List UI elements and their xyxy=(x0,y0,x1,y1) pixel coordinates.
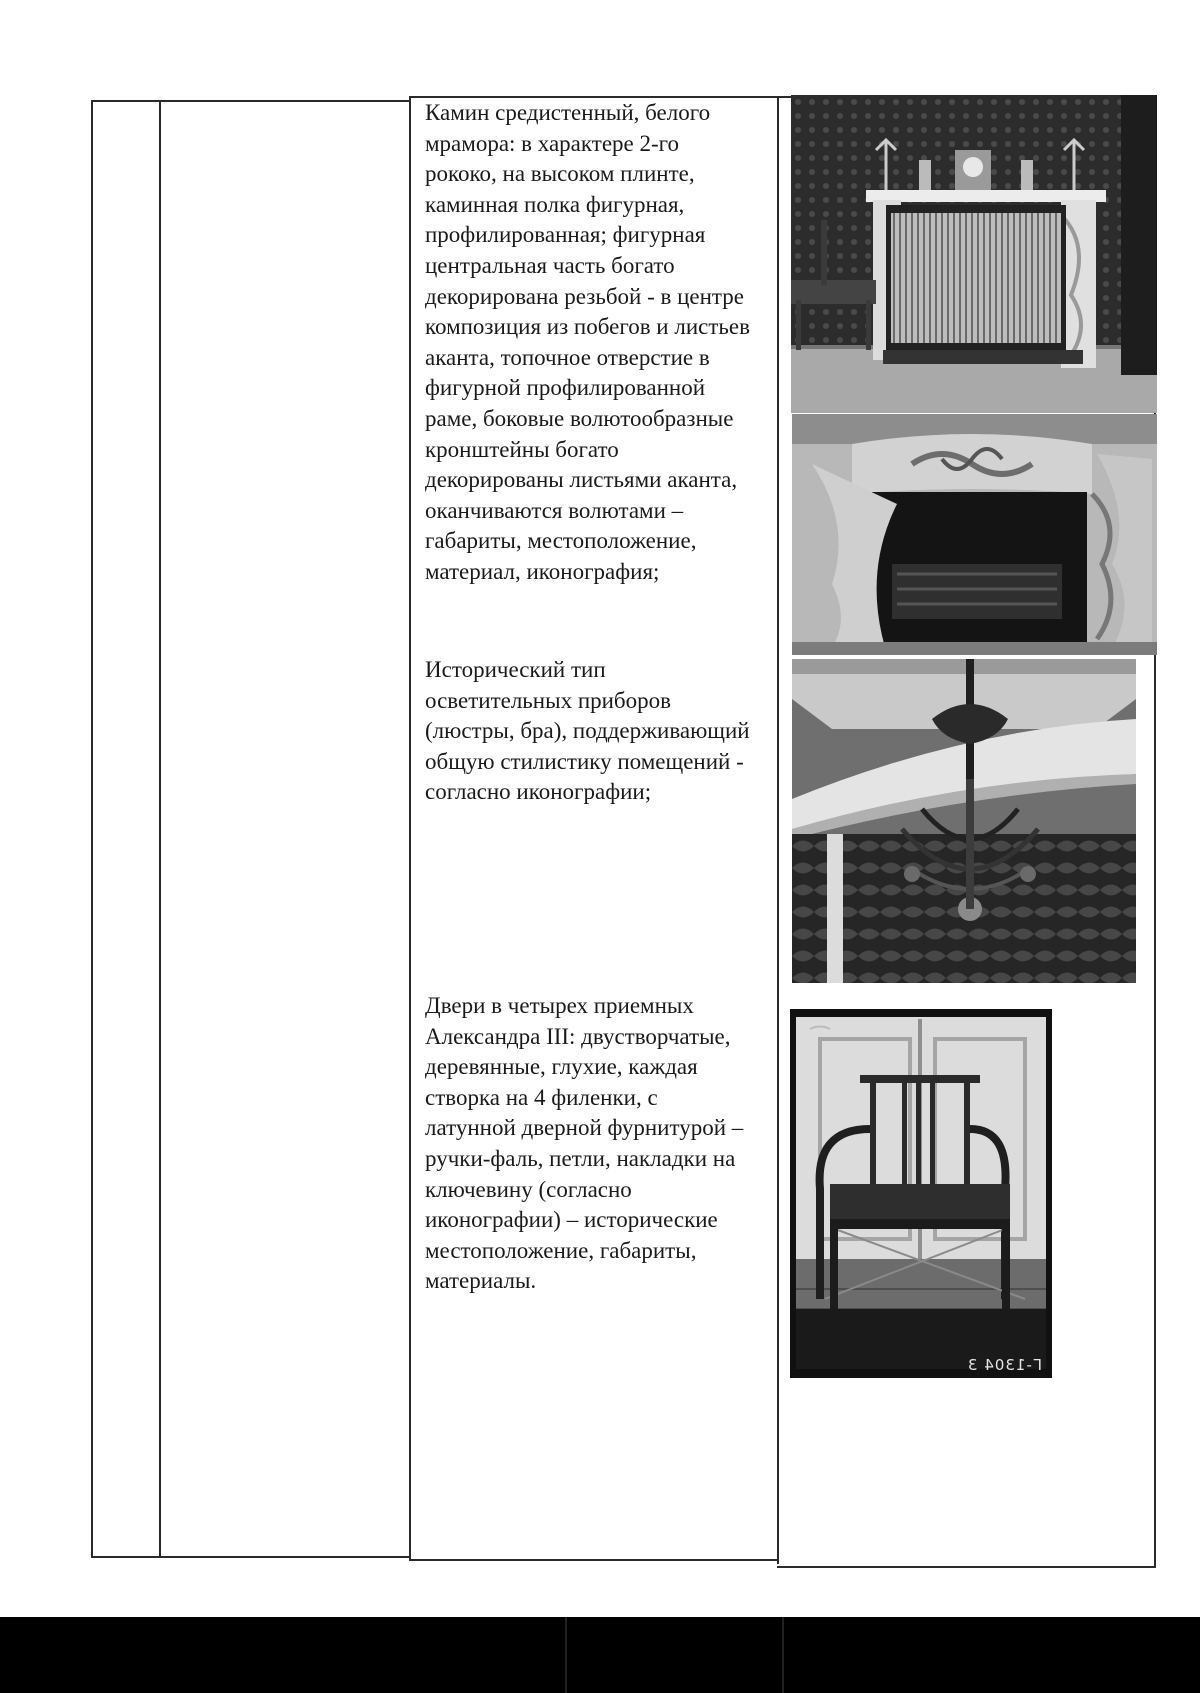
scan-bottom-edge xyxy=(0,1617,1200,1693)
table-border-bottom-mid xyxy=(409,1559,779,1561)
photo-number: Г-1304 3 xyxy=(966,1356,1042,1374)
table-border-bottom-left xyxy=(91,1556,411,1558)
armchair-door-photo xyxy=(790,1009,1052,1378)
fireplace-description: Камин средистенный, белого мрамора: в характере 2-го рококо, на высоком плинте, каминная полка фигурная, профилированная; фигурная центральная часть богато декорирована резьбой - в центре композиция из побегов и листьев аканта, топочное отверстие в фигурной профилированной раме, боковые волютообразные кронштейны богато декорированы листьями аканта, оканчиваются волютами – габариты, местоположение, материал, иконография; xyxy=(425,100,750,584)
fireplace-carving-photo xyxy=(792,414,1157,655)
table-border-left xyxy=(91,100,93,1558)
scan-bottom-seam-1 xyxy=(565,1617,567,1693)
doors-description: Двери в четырех приемных Александра III: двустворчатые, деревянные, глухие, каждая створка на 4 филенки, с латунной дверной фурнитурой – ручки-фаль, петли, накладки на ключевину (согласно иконографии) – исторические местоположение, габариты, материалы. xyxy=(425,993,744,1294)
chandelier-photo xyxy=(792,659,1136,983)
fireplace-interior-photo xyxy=(791,95,1157,413)
table-border-top xyxy=(91,100,410,102)
lighting-description: Исторический тип осветительных приборов (люстры, бра), поддерживающий общую стилистику помещений - согласно иконографии; xyxy=(425,657,750,805)
table-column-divider-1 xyxy=(159,100,161,1558)
table-border-bottom-right xyxy=(777,1566,1155,1568)
scan-bottom-seam-2 xyxy=(782,1617,784,1693)
table-column-divider-2 xyxy=(409,96,411,1561)
